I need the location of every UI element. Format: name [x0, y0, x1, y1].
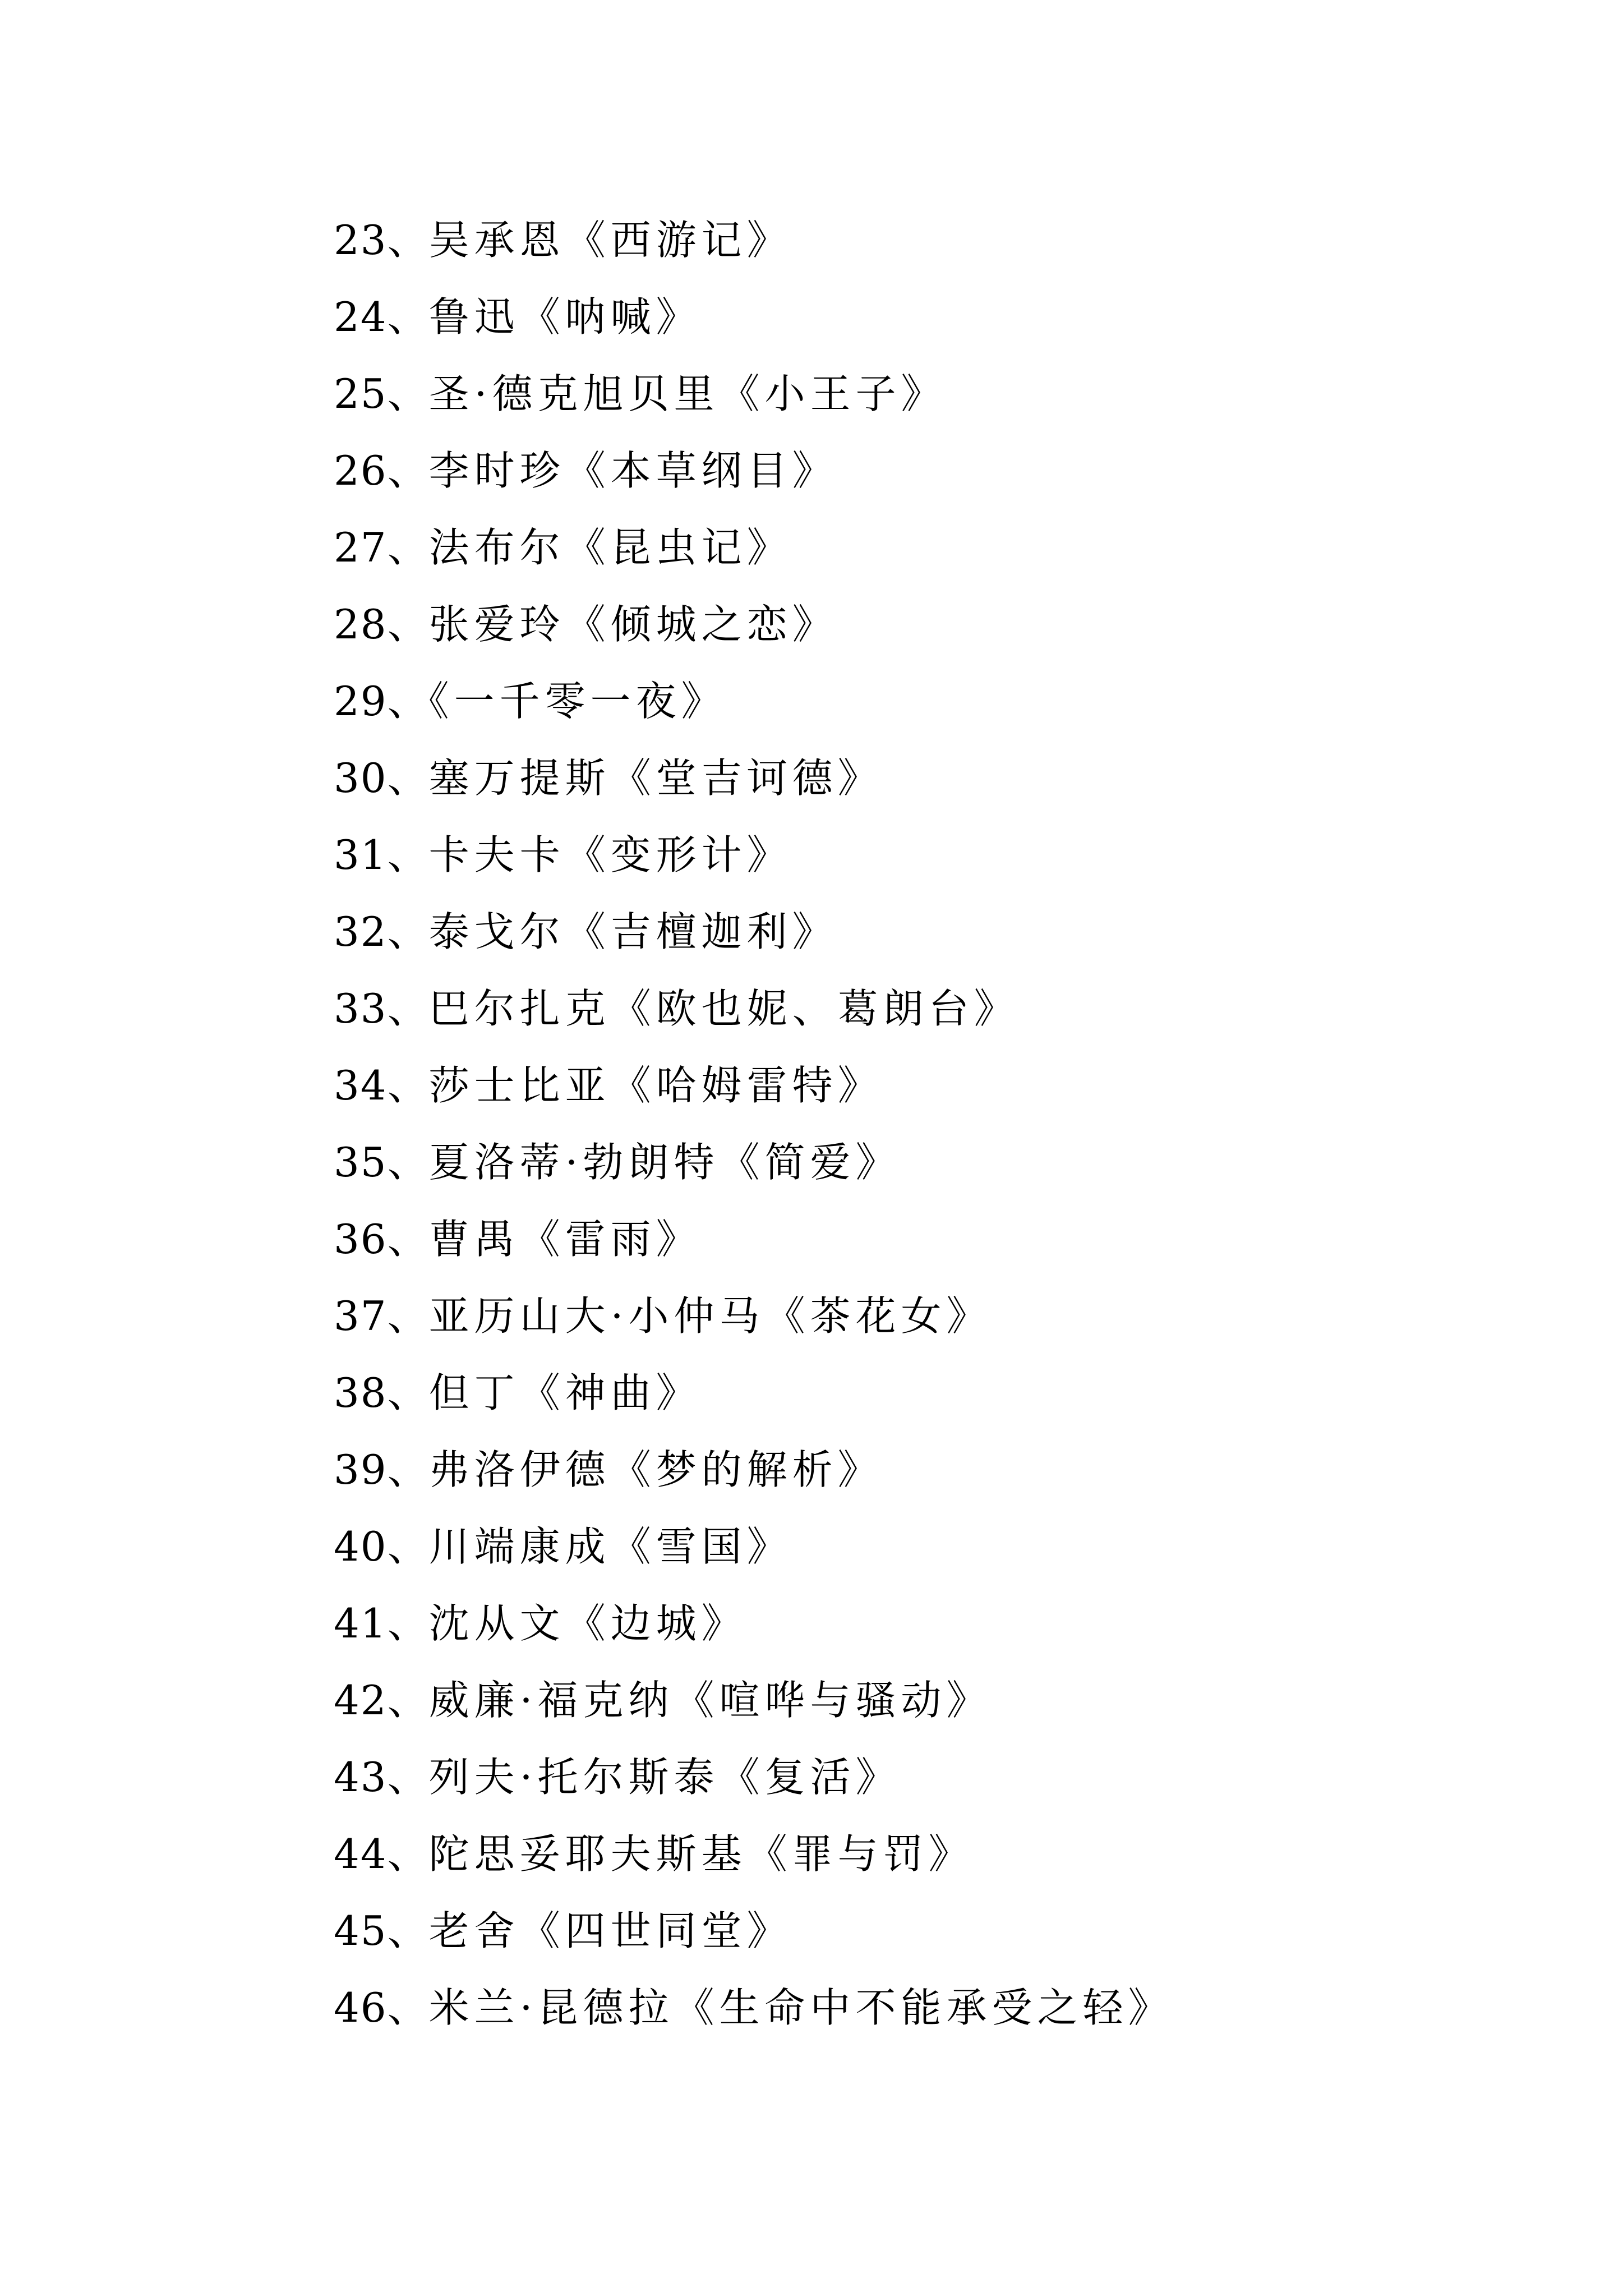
- item-text: 张爱玲《倾城之恋》: [428, 601, 838, 648]
- item-text: 莎士比亚《哈姆雷特》: [428, 1062, 883, 1109]
- list-item: [334, 1970, 1174, 2046]
- item-number: 25、: [334, 370, 429, 417]
- item-text: 亚历山大·小仲马《茶花女》: [428, 1292, 992, 1340]
- item-number: 41、: [334, 1600, 429, 1647]
- item-text: 沈从文《边城》: [428, 1600, 747, 1647]
- item-text: 泰戈尔《吉檀迦利》: [428, 908, 838, 955]
- item-text: 夏洛蒂·勃朗特《简爱》: [428, 1139, 901, 1186]
- item-text: 川端康成《雪国》: [428, 1523, 792, 1570]
- list-item: [334, 970, 1174, 1047]
- item-number: 32、: [334, 908, 429, 955]
- book-list: [334, 202, 1174, 2046]
- list-item: [334, 1278, 1174, 1355]
- list-item: [334, 1047, 1174, 1124]
- list-item: [334, 202, 1174, 279]
- item-text: 法布尔《昆虫记》: [428, 524, 792, 571]
- list-item: [334, 1508, 1174, 1585]
- list-item: [334, 1432, 1174, 1508]
- item-number: 23、: [334, 217, 429, 264]
- item-number: 30、: [334, 754, 429, 802]
- item-number: 44、: [334, 1830, 429, 1878]
- item-text: 陀思妥耶夫斯基《罪与罚》: [428, 1830, 974, 1878]
- list-item: [334, 1124, 1174, 1201]
- item-number: 45、: [334, 1907, 429, 1954]
- item-number: 26、: [334, 447, 429, 494]
- item-text: 弗洛伊德《梦的解析》: [428, 1446, 883, 1493]
- item-text: 卡夫卡《变形计》: [428, 831, 792, 878]
- item-text: 《一千零一夜》: [428, 678, 727, 725]
- list-item: [334, 663, 1174, 740]
- item-number: 35、: [334, 1139, 429, 1186]
- list-item: [334, 1355, 1174, 1432]
- item-text: 但丁《神曲》: [428, 1369, 702, 1416]
- item-number: 34、: [334, 1062, 429, 1109]
- list-item: [334, 1662, 1174, 1739]
- item-number: 38、: [334, 1369, 429, 1416]
- list-item: [334, 1893, 1174, 1970]
- list-item: [334, 356, 1174, 432]
- item-number: 24、: [334, 293, 429, 341]
- list-item: [334, 1816, 1174, 1893]
- item-text: 塞万提斯《堂吉诃德》: [428, 754, 883, 802]
- list-item: [334, 586, 1174, 663]
- list-item: [334, 509, 1174, 586]
- list-item: [334, 817, 1174, 894]
- item-number: 36、: [334, 1216, 429, 1263]
- item-text: 吴承恩《西游记》: [428, 217, 792, 264]
- item-number: 33、: [334, 985, 429, 1032]
- list-item: [334, 432, 1174, 509]
- item-text: 圣·德克旭贝里《小王子》: [428, 370, 947, 417]
- item-text: 列夫·托尔斯泰《复活》: [428, 1754, 901, 1801]
- list-item: [334, 1585, 1174, 1662]
- list-item: [334, 894, 1174, 970]
- item-number: 31、: [334, 831, 429, 878]
- item-text: 鲁迅《呐喊》: [428, 293, 702, 341]
- list-item: [334, 740, 1174, 817]
- item-number: 37、: [334, 1292, 429, 1340]
- item-number: 29、: [334, 678, 429, 725]
- item-number: 43、: [334, 1754, 429, 1801]
- item-number: 28、: [334, 601, 429, 648]
- list-item: [334, 1201, 1174, 1278]
- item-text: 巴尔扎克《欧也妮、葛朗台》: [428, 985, 1020, 1032]
- item-text: 米兰·昆德拉《生命中不能承受之轻》: [428, 1984, 1174, 2031]
- item-number: 27、: [334, 524, 429, 571]
- item-text: 曹禺《雷雨》: [428, 1216, 702, 1263]
- item-text: 威廉·福克纳《喧哗与骚动》: [428, 1677, 992, 1724]
- item-number: 42、: [334, 1677, 429, 1724]
- item-number: 40、: [334, 1523, 429, 1570]
- list-item: [334, 279, 1174, 356]
- item-text: 老舍《四世同堂》: [428, 1907, 792, 1954]
- item-text: 李时珍《本草纲目》: [428, 447, 838, 494]
- item-number: 39、: [334, 1446, 429, 1493]
- item-number: 46、: [334, 1984, 429, 2031]
- list-item: [334, 1739, 1174, 1816]
